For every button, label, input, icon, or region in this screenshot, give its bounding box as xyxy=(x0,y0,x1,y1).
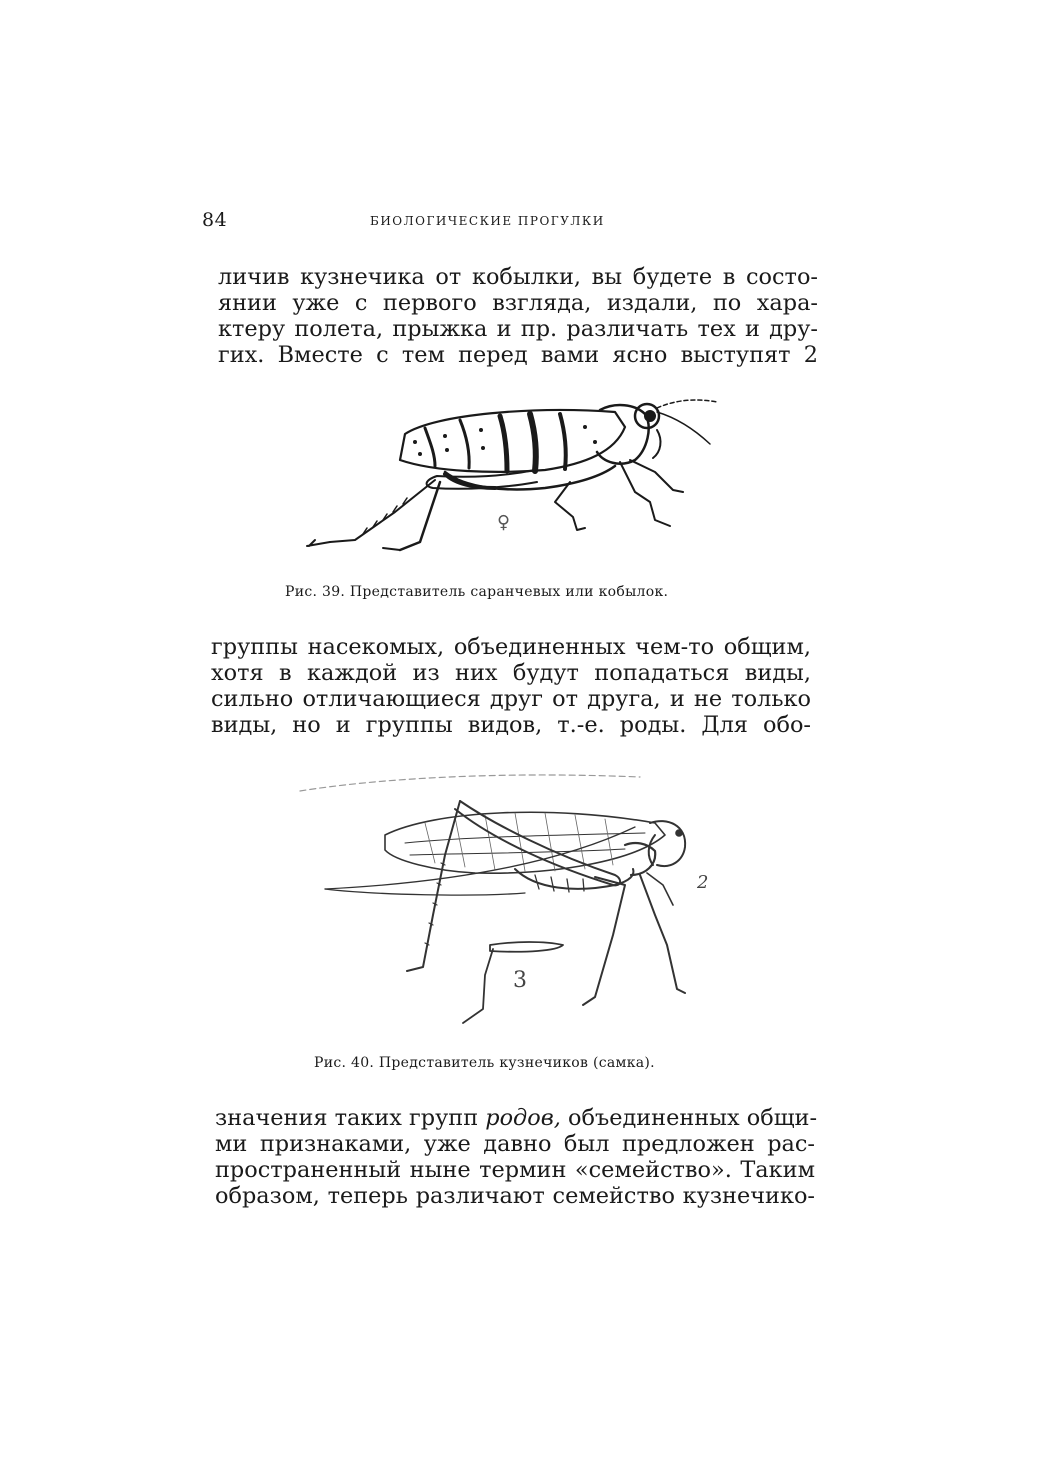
running-head: БИОЛОГИЧЕСКИЕ ПРОГУЛКИ xyxy=(370,214,605,228)
text-segment: значения таких групп xyxy=(215,1105,486,1131)
paragraph-1 xyxy=(218,264,818,368)
figure-39-label: ♀ xyxy=(497,512,511,533)
paragraph-3 xyxy=(215,1105,818,1209)
text-segment: объединенных общи- xyxy=(560,1105,818,1131)
italic-term: родов, xyxy=(485,1105,561,1131)
text-line: личив кузнечика от кобылки, вы будете в состо- xyxy=(218,264,818,290)
figure-40-label-2: 2 xyxy=(697,872,709,893)
text-line: ктеру полета, прыжка и пр. различать тех и дру- xyxy=(218,316,818,342)
text-line: группы насекомых, объединенных чем-то общим, xyxy=(211,634,811,660)
text-line: хотя в каждой из них будут попадаться виды, xyxy=(211,660,811,686)
text-line: пространенный ныне термин «семейство». Таким xyxy=(215,1157,815,1183)
text-line: гих. Вместе с тем перед вами ясно выступят 2 xyxy=(218,342,818,368)
text-line: сильно отличающиеся друг от друга, и не только xyxy=(211,686,811,712)
paragraph-2 xyxy=(211,634,811,738)
figure-40-caption: Рис. 40. Представитель кузнечиков (самка). xyxy=(314,1055,655,1071)
figure-40-label-3: 3 xyxy=(513,968,527,993)
figure-39-caption: Рис. 39. Представитель саранчевых или кобылок. xyxy=(285,584,669,600)
text-line: янии уже с первого взгляда, издали, по хара- xyxy=(218,290,818,316)
page-number: 84 xyxy=(202,209,228,231)
text-line: образом, теперь различают семейство кузнечико- xyxy=(215,1183,815,1209)
text-line xyxy=(215,1105,818,1131)
locust-illustration xyxy=(285,392,735,567)
text-line: ми признаками, уже давно был предложен рас- xyxy=(215,1131,815,1157)
katydid-illustration xyxy=(295,765,715,1030)
text-line: виды, но и группы видов, т.-е. роды. Для обо- xyxy=(211,712,811,738)
